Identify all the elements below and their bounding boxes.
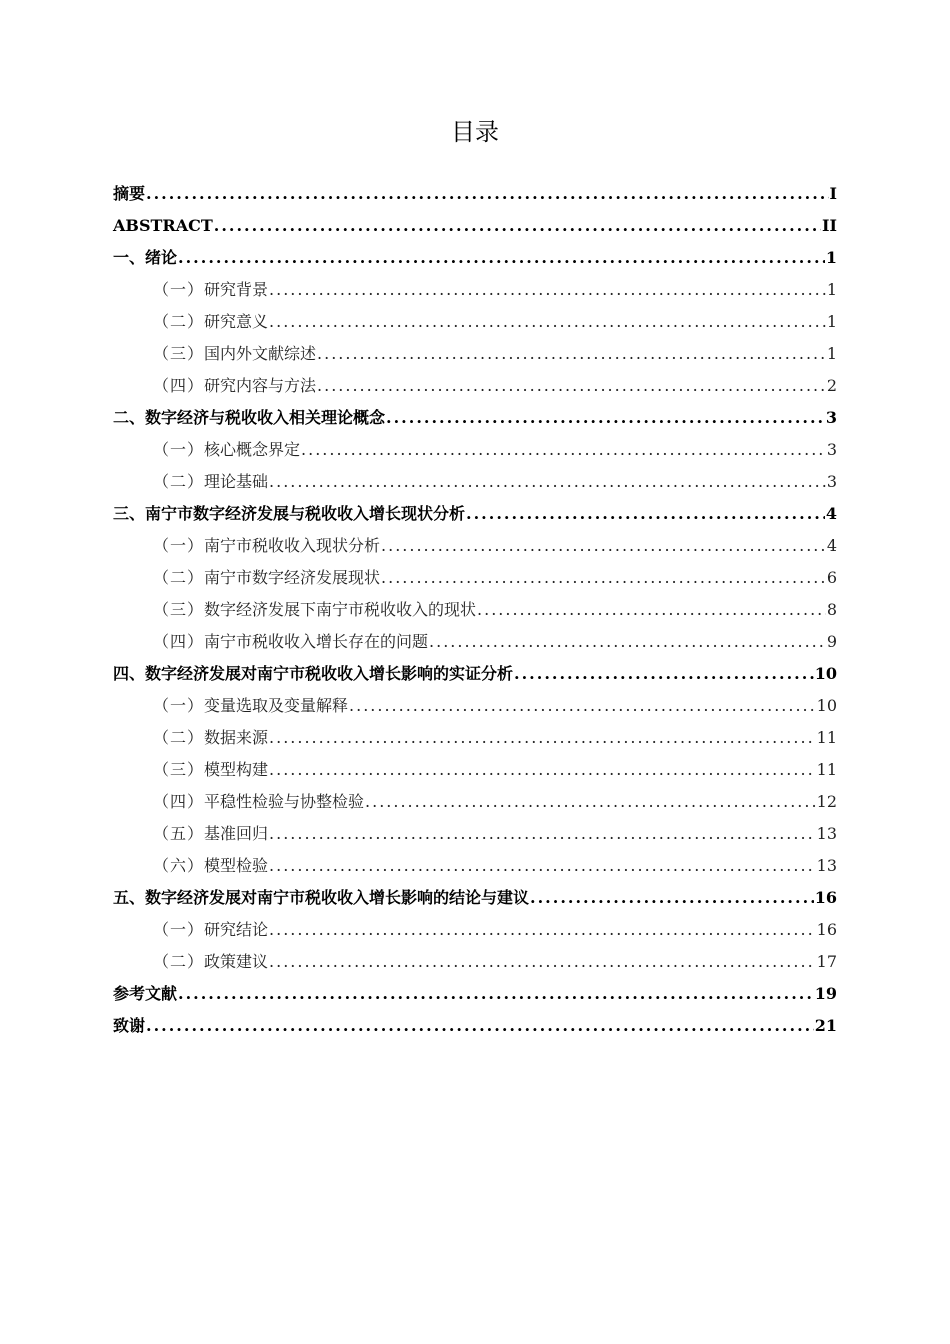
toc-leader-dots <box>269 946 816 978</box>
toc-entry-page: 10 <box>816 696 837 715</box>
toc-leader-dots <box>317 370 826 402</box>
toc-entry-title: 数据来源 <box>204 728 269 747</box>
toc-entry[interactable] <box>113 434 837 466</box>
toc-entry[interactable] <box>113 210 837 242</box>
toc-entry[interactable] <box>113 754 837 786</box>
toc-entry[interactable] <box>113 402 837 434</box>
toc-entry-number: （二） <box>153 952 205 971</box>
toc-entry-page: 13 <box>816 824 837 843</box>
toc-leader-dots <box>514 658 814 690</box>
toc-entry-title: 核心概念界定 <box>204 440 301 459</box>
toc-entry-title: 研究背景 <box>204 280 269 299</box>
toc-entry-page: 12 <box>816 792 837 811</box>
toc-leader-dots <box>269 306 826 338</box>
toc-entry[interactable] <box>113 946 837 978</box>
toc-entry[interactable] <box>113 562 837 594</box>
toc-leader-dots <box>178 978 814 1010</box>
toc-entry-title: 模型构建 <box>204 760 269 779</box>
toc-entry-number: （三） <box>153 344 205 363</box>
toc-entry-page: 1 <box>826 312 837 331</box>
toc-entry-title: 南宁市税收收入增长存在的问题 <box>204 632 429 651</box>
toc-entry-title: 政策建议 <box>204 952 269 971</box>
toc-entry-page: 6 <box>826 568 837 587</box>
toc-leader-dots <box>269 466 826 498</box>
toc-entry-number: 二、 <box>113 408 146 427</box>
toc-entry-number: （一） <box>153 696 205 715</box>
toc-entry-number: 一、 <box>113 248 146 267</box>
toc-entry-title: 南宁市税收收入现状分析 <box>204 536 381 555</box>
toc-entry[interactable] <box>113 530 837 562</box>
toc-entry-title: 基准回归 <box>204 824 269 843</box>
toc-entry-title: 摘要 <box>113 184 146 203</box>
toc-entry-title: 致谢 <box>113 1016 146 1035</box>
toc-entry[interactable] <box>113 1010 837 1042</box>
toc-entry-number: 五、 <box>113 888 146 907</box>
page-title: 目录 <box>451 118 499 146</box>
toc-entry-number: 四、 <box>113 664 146 683</box>
toc-entry-number: （二） <box>153 568 205 587</box>
toc-entry-number: （四） <box>153 632 205 651</box>
toc-entry-number: （二） <box>153 728 205 747</box>
toc-entry-title: 数字经济发展下南宁市税收收入的现状 <box>204 600 477 619</box>
toc-entry-page: 3 <box>826 440 837 459</box>
toc-entry[interactable] <box>113 722 837 754</box>
toc-leader-dots <box>429 626 826 658</box>
toc-entry-page: 11 <box>816 728 837 747</box>
toc-entry-number: （一） <box>153 920 205 939</box>
toc-entry[interactable] <box>113 370 837 402</box>
toc-entry-page: I <box>829 184 837 203</box>
toc-leader-dots <box>365 786 816 818</box>
toc-entry[interactable] <box>113 786 837 818</box>
toc-leader-dots <box>146 178 829 210</box>
toc-entry-title: 南宁市数字经济发展与税收收入增长现状分析 <box>145 504 466 523</box>
toc-leader-dots <box>301 434 826 466</box>
toc-entry-title: 研究内容与方法 <box>204 376 317 395</box>
toc-leader-dots <box>269 722 816 754</box>
toc-leader-dots <box>178 242 825 274</box>
toc-entry[interactable] <box>113 178 837 210</box>
toc-entry-number: （一） <box>153 280 205 299</box>
toc-entry-number: 三、 <box>113 504 146 523</box>
toc-entry-page: 11 <box>816 760 837 779</box>
toc-entry[interactable] <box>113 690 837 722</box>
toc-leader-dots <box>381 562 826 594</box>
toc-leader-dots <box>269 850 816 882</box>
toc-entry[interactable] <box>113 594 837 626</box>
toc-entry[interactable] <box>113 274 837 306</box>
toc-entry-title: 南宁市数字经济发展现状 <box>204 568 381 587</box>
toc-leader-dots <box>269 818 816 850</box>
toc-entry-number: （五） <box>153 824 205 843</box>
toc-entry-title: 数字经济发展对南宁市税收收入增长影响的实证分析 <box>145 664 514 683</box>
toc-entry-page: 2 <box>826 376 837 395</box>
toc-entry-page: 3 <box>826 472 837 491</box>
toc-entry-number: （三） <box>153 760 205 779</box>
toc-leader-dots <box>146 1010 814 1042</box>
toc-entry-page: 1 <box>826 280 837 299</box>
toc-entry-page: 16 <box>816 920 837 939</box>
toc-entry-number: （六） <box>153 856 205 875</box>
toc-entry[interactable] <box>113 498 837 530</box>
toc-leader-dots <box>466 498 825 530</box>
toc-entry[interactable] <box>113 338 837 370</box>
toc-entry-page: 21 <box>814 1016 837 1035</box>
toc-entry-title: 绪论 <box>145 248 178 267</box>
toc-entry-page: 16 <box>814 888 837 907</box>
toc-entry-page: 4 <box>826 536 837 555</box>
toc-entry-page: 19 <box>814 984 837 1003</box>
toc-entry[interactable] <box>113 306 837 338</box>
toc-leader-dots <box>269 914 816 946</box>
toc-entry-page: 9 <box>826 632 837 651</box>
table-of-contents <box>113 178 837 1042</box>
toc-entry-title: 参考文献 <box>113 984 178 1003</box>
toc-entry[interactable] <box>113 818 837 850</box>
toc-entry-page: 10 <box>814 664 837 683</box>
toc-entry-number: （二） <box>153 312 205 331</box>
toc-entry[interactable] <box>113 466 837 498</box>
toc-leader-dots <box>530 882 814 914</box>
toc-entry-page: 1 <box>825 248 837 267</box>
toc-leader-dots <box>269 754 816 786</box>
toc-entry-title: 研究意义 <box>204 312 269 331</box>
toc-entry[interactable] <box>113 850 837 882</box>
toc-entry[interactable] <box>113 882 837 914</box>
toc-entry-title: 平稳性检验与协整检验 <box>204 792 365 811</box>
toc-entry[interactable] <box>113 626 837 658</box>
toc-entry-title: 数字经济与税收收入相关理论概念 <box>145 408 386 427</box>
toc-entry-title: 数字经济发展对南宁市税收收入增长影响的结论与建议 <box>145 888 530 907</box>
toc-entry-number: （一） <box>153 440 205 459</box>
toc-entry-number: （一） <box>153 536 205 555</box>
toc-entry-number: （四） <box>153 376 205 395</box>
toc-entry-page: II <box>822 216 837 235</box>
toc-leader-dots <box>214 210 821 242</box>
toc-leader-dots <box>317 338 826 370</box>
toc-leader-dots <box>349 690 816 722</box>
toc-entry-number: （四） <box>153 792 205 811</box>
toc-entry-page: 4 <box>825 504 837 523</box>
toc-entry[interactable] <box>113 242 837 274</box>
toc-entry-page: 3 <box>825 408 837 427</box>
toc-entry-page: 17 <box>816 952 837 971</box>
toc-leader-dots <box>269 274 826 306</box>
toc-entry-title: 理论基础 <box>204 472 269 491</box>
toc-entry-page: 8 <box>826 600 837 619</box>
toc-entry-title: 国内外文献综述 <box>204 344 317 363</box>
toc-entry[interactable] <box>113 914 837 946</box>
toc-entry-number: （三） <box>153 600 205 619</box>
toc-entry-title: 变量选取及变量解释 <box>204 696 349 715</box>
toc-entry-title: ABSTRACT <box>113 216 213 235</box>
toc-entry[interactable] <box>113 978 837 1010</box>
toc-leader-dots <box>386 402 825 434</box>
toc-leader-dots <box>381 530 826 562</box>
toc-entry-number: （二） <box>153 472 205 491</box>
toc-entry[interactable] <box>113 658 837 690</box>
toc-entry-title: 研究结论 <box>204 920 269 939</box>
toc-entry-page: 13 <box>816 856 837 875</box>
toc-entry-title: 模型检验 <box>204 856 269 875</box>
toc-leader-dots <box>477 594 826 626</box>
toc-entry-page: 1 <box>826 344 837 363</box>
